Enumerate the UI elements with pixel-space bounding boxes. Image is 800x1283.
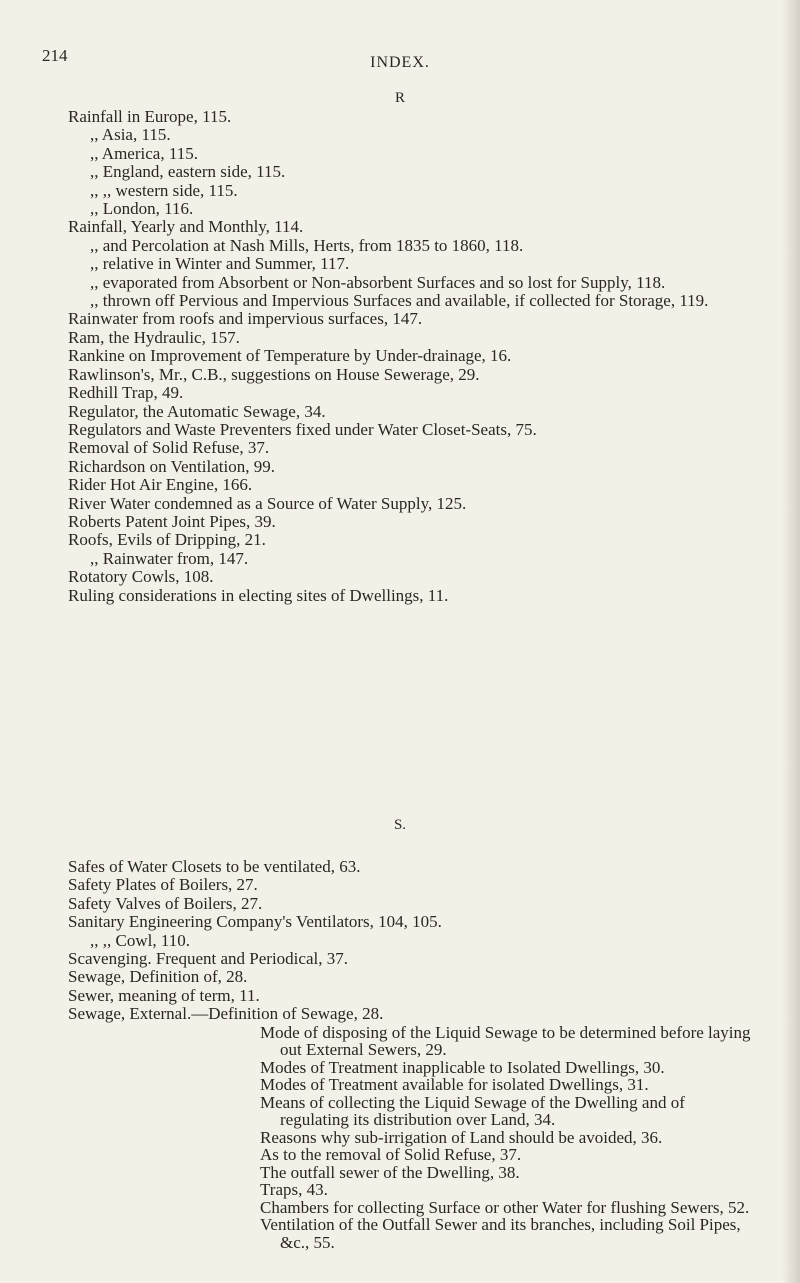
index-entry: River Water condemned as a Source of Water Supply, 125. xyxy=(68,493,467,513)
index-entry: Safety Valves of Boilers, 27. xyxy=(68,893,263,913)
index-subentry: The outfall sewer of the Dwelling, 38. xyxy=(260,1162,520,1182)
index-entry: Regulator, the Automatic Sewage, 34. xyxy=(68,401,326,421)
index-subentry: Means of collecting the Liquid Sewage of the Dwelling and of regulating its distribution over Land, 34. xyxy=(260,1092,685,1130)
index-entry: Regulators and Waste Preventers fixed under Water Closet-Seats, 75. xyxy=(68,419,537,439)
index-entry: ,, Asia, 115. xyxy=(90,125,171,145)
index-entry: Rainfall, Yearly and Monthly, 114. xyxy=(68,217,304,237)
index-subentry: Modes of Treatment available for isolated Dwellings, 31. xyxy=(260,1075,649,1095)
page-number: 214 xyxy=(42,46,68,65)
index-subentry: Mode of disposing of the Liquid Sewage to be determined before laying out External Sewers, 29. xyxy=(260,1022,751,1060)
index-entry: Safes of Water Closets to be ventilated, 63. xyxy=(68,857,361,876)
index-entry: Richardson on Ventilation, 99. xyxy=(68,456,275,476)
index-entry: ,, ,, western side, 115. xyxy=(90,180,238,200)
section-letter-r: R xyxy=(394,90,405,106)
index-entry: ,, and Percolation at Nash Mills, Herts, from 1835 to 1860, 118. xyxy=(90,235,524,255)
index-entry: Safety Plates of Boilers, 27. xyxy=(68,875,258,895)
running-head: INDEX. xyxy=(370,54,430,71)
index-entry: Removal of Solid Refuse, 37. xyxy=(68,438,270,458)
index-entry: Rainfall in Europe, 115. xyxy=(68,107,232,126)
index-entry: ,, England, eastern side, 115. xyxy=(90,162,286,182)
index-entry: Roofs, Evils of Dripping, 21. xyxy=(68,530,266,550)
index-entry: Rainwater from roofs and impervious surfaces, 147. xyxy=(68,309,423,329)
index-entry: Sanitary Engineering Company's Ventilators, 104, 105. xyxy=(68,912,442,932)
index-entry: Sewage, Definition of, 28. xyxy=(68,967,248,987)
index-subentry: Ventilation of the Outfall Sewer and its branches, including Soil Pipes, &c., 55. xyxy=(260,1215,741,1252)
index-entry: Ruling considerations in electing sites of Dwellings, 11. xyxy=(68,585,449,605)
index-entry: ,, America, 115. xyxy=(90,143,198,163)
index-entry: Ram, the Hydraulic, 157. xyxy=(68,327,240,347)
index-entry: Scavenging. Frequent and Periodical, 37. xyxy=(68,949,348,969)
index-entry: Sewer, meaning of term, 11. xyxy=(68,985,260,1005)
section-letter-s: S. xyxy=(393,817,407,833)
index-entry: ,, thrown off Pervious and Impervious Surfaces and available, if collected for Storage, 119. xyxy=(90,291,709,311)
index-subentry: Reasons why sub-irrigation of Land should be avoided, 36. xyxy=(260,1127,663,1147)
index-subentry: Traps, 43. xyxy=(260,1180,328,1200)
index-entry: ,, Rainwater from, 147. xyxy=(90,548,249,568)
section-r-entries xyxy=(68,108,752,605)
index-entry: ,, relative in Winter and Summer, 117. xyxy=(90,254,350,274)
index-entry: Rankine on Improvement of Temperature by Under-drainage, 16. xyxy=(68,346,512,366)
index-subentry: Chambers for collecting Surface or other Water for flushing Sewers, 52. xyxy=(260,1197,750,1217)
index-entry: Sewage, External.—Definition of Sewage, 28. xyxy=(68,1004,384,1024)
index-entry: ,, London, 116. xyxy=(90,199,194,219)
index-subentry: Modes of Treatment inapplicable to Isolated Dwellings, 30. xyxy=(260,1057,665,1077)
index-entry: Rotatory Cowls, 108. xyxy=(68,567,214,587)
index-subentry: As to the removal of Solid Refuse, 37. xyxy=(260,1145,522,1165)
index-entry: ,, evaporated from Absorbent or Non-absorbent Surfaces and so lost for Supply, 118. xyxy=(90,272,666,292)
section-s-entries xyxy=(68,858,752,1251)
index-entry: ,, ,, Cowl, 110. xyxy=(90,930,190,950)
index-entry: Rider Hot Air Engine, 166. xyxy=(68,475,253,495)
index-entry: Redhill Trap, 49. xyxy=(68,383,184,403)
page-edge-shadow xyxy=(782,0,800,1283)
index-entry: Rawlinson's, Mr., C.B., suggestions on House Sewerage, 29. xyxy=(68,364,480,384)
index-entry: Roberts Patent Joint Pipes, 39. xyxy=(68,511,276,531)
